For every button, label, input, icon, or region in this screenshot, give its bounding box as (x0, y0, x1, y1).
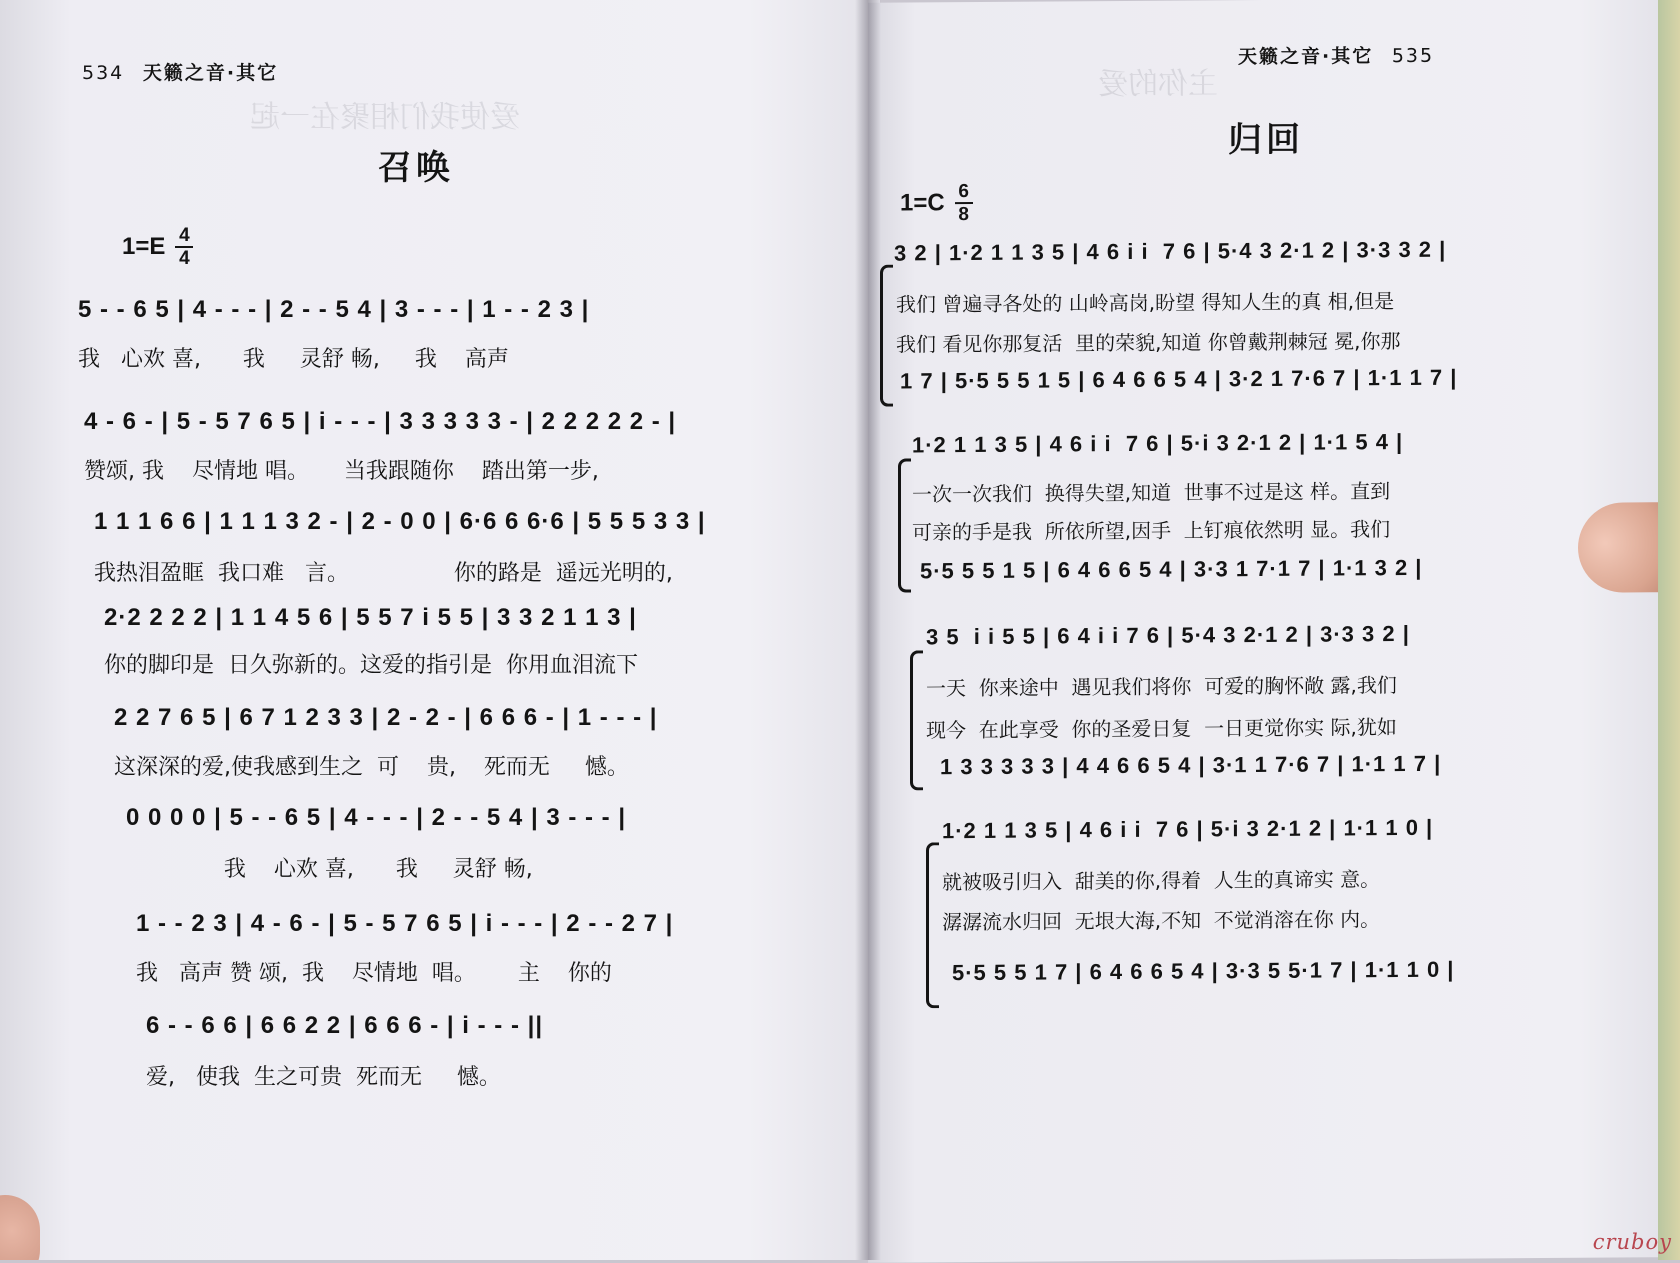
lyric-line: 我 高声 赞 颂, 我 尽情地 唱。 主 你的 (136, 961, 612, 986)
notation-line: 1 1 1 6 6 | 1 1 1 3 2 - | 2 - 0 0 | 6·6 6 6·6 | 5 5 5 3 3 | (94, 508, 706, 535)
system-brace (910, 650, 923, 790)
notation-line: 0 0 0 0 | 5 - - 6 5 | 4 - - - | 2 - - 5 4 | 3 - - - | (126, 804, 627, 831)
running-head-right (1238, 41, 1444, 69)
lyric-line: 现今 在此享受 你的圣爱日复 一日更觉你实 际,犹如 (926, 715, 1397, 743)
time-denominator: 4 (179, 248, 190, 269)
notation-line: 1 - - 2 3 | 4 - 6 - | 5 - 5 7 6 5 | i - - - | 2 - - 2 7 | (136, 910, 674, 937)
lyric-line: 潺潺流水归回 无垠大海,不知 不觉消溶在你 内。 (942, 907, 1381, 935)
key-label: 1=C (900, 189, 945, 217)
key-signature (122, 226, 193, 268)
time-denominator: 8 (958, 204, 969, 226)
page-number: 534 (82, 62, 125, 84)
finger (1578, 502, 1658, 593)
lyric-line: 一次一次我们 换得失望,知道 世事不过是这 样。直到 (912, 479, 1391, 507)
system-brace (926, 842, 939, 1008)
notation-line: 1 7 | 5·5 5 5 1 5 | 6 4 6 6 5 4 | 3·2 1 7·6 7 | 1·1 1 7 | (900, 364, 1458, 394)
notation-line: 1·2 1 1 3 5 | 4 6 i i 7 6 | 5·i 3 2·1 2 | 1·1 5 4 | (912, 429, 1404, 458)
notation-line: 6 - - 6 6 | 6 6 2 2 | 6 6 6 - | i - - - || (146, 1012, 544, 1039)
song-title: 归回 (1228, 119, 1304, 161)
time-numerator: 4 (179, 225, 190, 246)
key-signature (900, 182, 973, 225)
lyric-line: 我们 曾遍寻各处的 山岭高岗,盼望 得知人生的真 相,但是 (896, 289, 1395, 317)
notation-line: 5·5 5 5 1 7 | 6 4 6 6 5 4 | 3·3 5 5·1 7 | 1·1 1 0 | (952, 956, 1455, 986)
lyric-line: 我 心欢 喜, 我 灵舒 畅, (126, 857, 533, 882)
notation-line: 2 2 7 6 5 | 6 7 1 2 3 3 | 2 - 2 - | 6 6 6 - | 1 - - - | (114, 704, 658, 731)
bleed-through-text: 主你的爱 (1098, 66, 1218, 103)
lyric-line: 爱, 使我 生之可贵 死而无 憾。 (146, 1065, 501, 1090)
right-page (868, 0, 1658, 1263)
notation-line: 5 - - 6 5 | 4 - - - | 2 - - 5 4 | 3 - - - | 1 - - 2 3 | (78, 296, 590, 323)
lyric-line: 你的脚印是 日久弥新的。这爱的指引是 你用血泪流下 (104, 653, 638, 678)
watermark: cruboy (1592, 1230, 1672, 1254)
system-brace (880, 265, 893, 407)
thumb (0, 1195, 40, 1260)
book-edge (1658, 0, 1680, 1260)
lyric-line: 一天 你来途中 遇见我们将你 可爱的胸怀敞 露,我们 (926, 673, 1397, 701)
notation-line: 3 2 | 1·2 1 1 3 5 | 4 6 i i 7 6 | 5·4 3 2·1 2 | 3·3 3 2 | (894, 236, 1447, 266)
running-head-left (72, 58, 278, 85)
notation-line: 1 3 3 3 3 3 | 4 4 6 6 5 4 | 3·1 1 7·6 7 | 1·1 1 7 | (940, 750, 1442, 780)
lyric-line: 这深深的爱,使我感到生之 可 贵, 死而无 憾。 (114, 755, 629, 780)
time-numerator: 6 (958, 181, 969, 203)
lyric-line: 我们 看见你那复活 里的荣貌,知道 你曾戴荆棘冠 冕,你那 (896, 329, 1401, 357)
lyric-line: 我热泪盈眶 我口难 言。 你的路是 遥远光明的, (94, 561, 673, 586)
time-signature (955, 182, 973, 224)
page-number: 535 (1391, 44, 1435, 68)
bleed-through-text: 爱使我们相聚在一起 (250, 100, 520, 135)
running-title: 天籁之音·其它 (142, 62, 279, 84)
notation-line: 1·2 1 1 3 5 | 4 6 i i 7 6 | 5·i 3 2·1 2 | 1·1 1 0 | (942, 814, 1434, 844)
lyric-line: 可亲的手是我 所依所望,因手 上钉痕依然明 显。我们 (912, 517, 1391, 545)
notation-line: 3 5 i i 5 5 | 6 4 i i 7 6 | 5·4 3 2·1 2 | 3·3 3 2 | (926, 620, 1410, 650)
notation-line: 2·2 2 2 2 | 1 1 4 5 6 | 5 5 7 i 5 5 | 3 3 2 1 1 3 | (104, 604, 637, 631)
notation-line: 5·5 5 5 1 5 | 6 4 6 6 5 4 | 3·3 1 7·1 7 | 1·1 3 2 | (920, 554, 1423, 584)
lyric-line: 就被吸引归入 甜美的你,得着 人生的真谛实 意。 (942, 867, 1381, 895)
time-signature (175, 226, 193, 268)
key-label: 1=E (122, 233, 166, 260)
lyric-line: 我 心欢 喜, 我 灵舒 畅, 我 高声 (78, 347, 509, 372)
system-brace (898, 458, 911, 592)
notation-line: 4 - 6 - | 5 - 5 7 6 5 | i - - - | 3 3 3 3 3 - | 2 2 2 2 2 - | (84, 408, 677, 435)
book-spine (855, 0, 881, 1260)
lyric-line: 赞颂, 我 尽情地 唱。 当我跟随你 踏出第一步, (84, 459, 599, 484)
song-title: 召唤 (378, 148, 454, 188)
running-title: 天籁之音·其它 (1238, 45, 1374, 69)
